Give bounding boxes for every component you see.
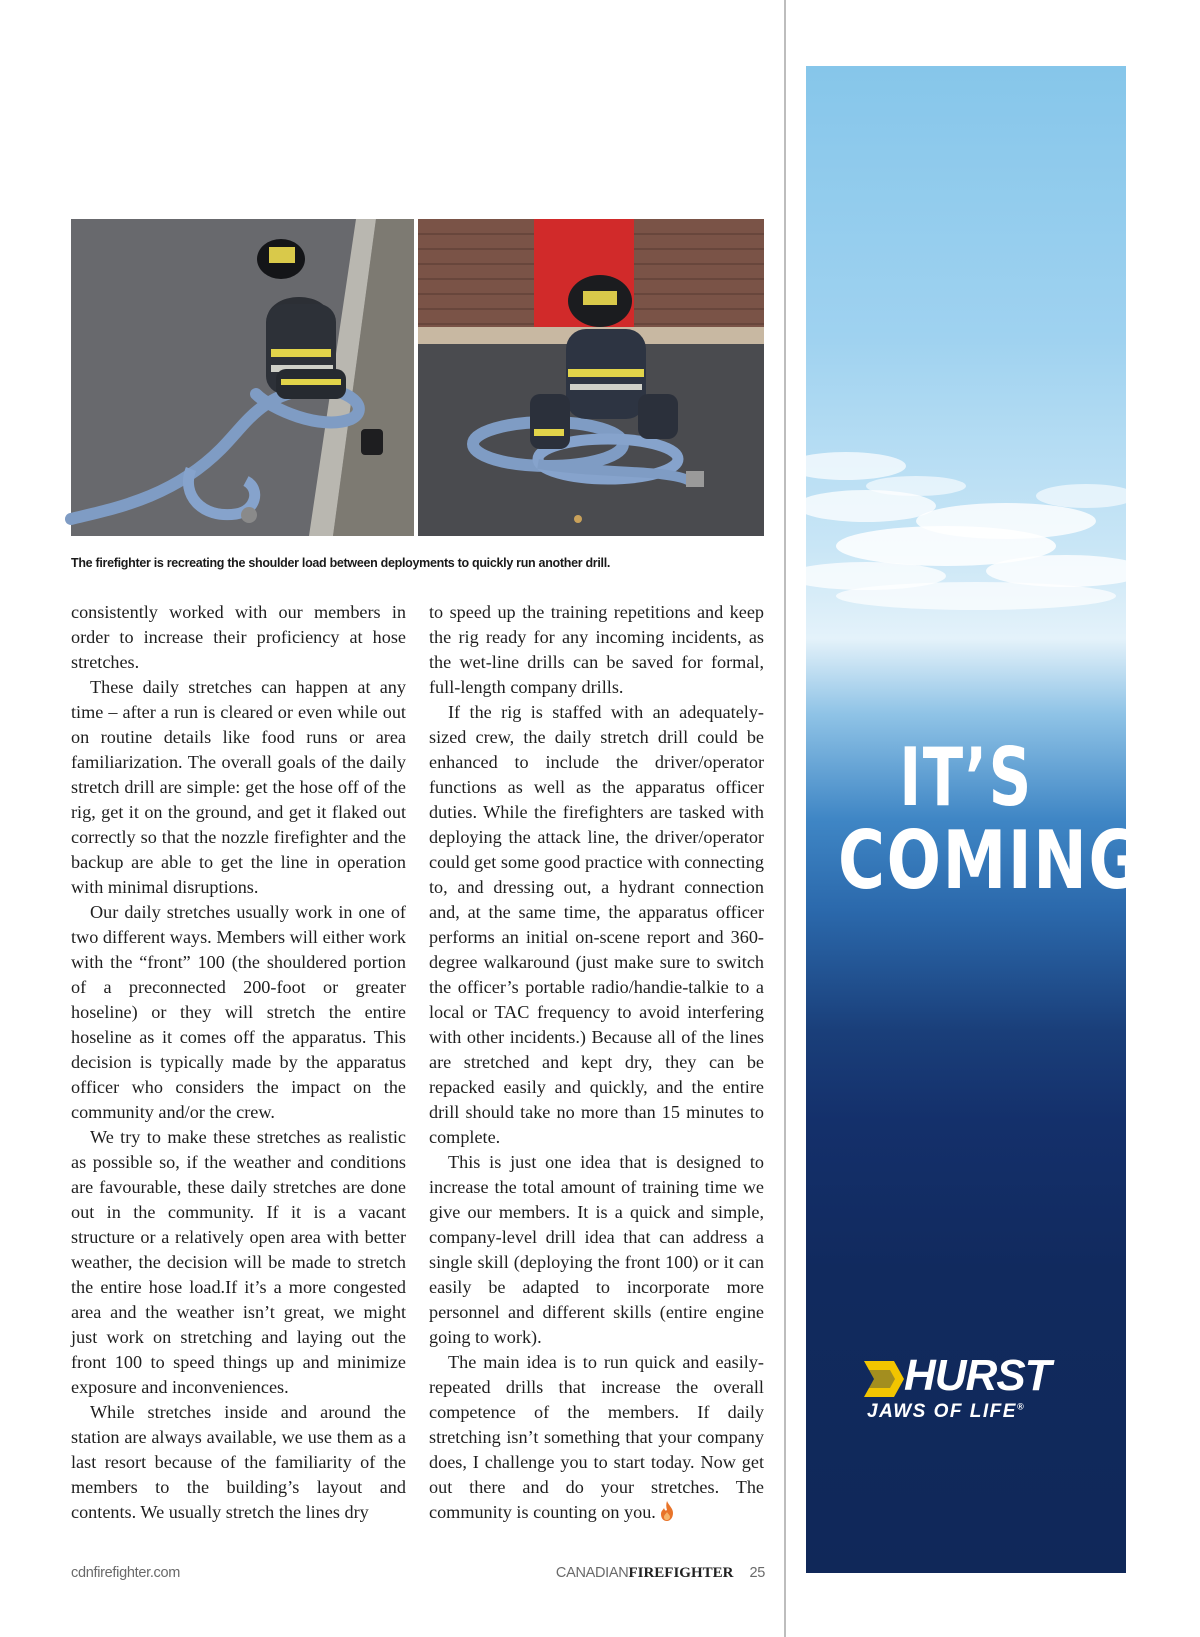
paragraph: Our daily stretches usually work in one of two different ways. Members will either work with the “front” 100 (the shouldered portion of a preconnected 200-foot or greater hoseline) or they will stretch the entire hoseline as it comes off the apparatus. This decision is typically made by the apparatus officer who considers the impact on the community and/or the crew. xyxy=(71,902,406,1122)
photo-firefighter-flaking-hose xyxy=(418,219,764,536)
footer-magazine-bold: FIREFIGHTER xyxy=(628,1565,734,1581)
hurst-advertisement xyxy=(806,66,1169,1573)
photo-caption: The firefighter is recreating the shoulder load between deployments to quickly run another drill. xyxy=(71,556,611,570)
paragraph-final-text: The main idea is to run quick and easily-repeated drills that increase the overall competence of the members. If daily stretching isn’t something that your company does, I challenge you to start today. Now get out there and do your stretches. The community is counting on you. xyxy=(429,1352,764,1522)
page-number: 25 xyxy=(749,1565,765,1581)
paragraph: This is just one idea that is designed to increase the total amount of training time we give our members. It is a quick and simple, company-level drill idea that can address a single skill (deploying the front 100) or it can easily be adapted to incorporate more personnel and different skills (entire engine going to work). xyxy=(429,1152,764,1347)
footer-magazine xyxy=(556,1565,765,1582)
article-column-left xyxy=(71,600,406,1525)
article-column-right xyxy=(429,600,764,1525)
hurst-tagline xyxy=(867,1401,1025,1423)
footer-magazine-light: CANADIAN xyxy=(555,1565,629,1581)
flame-icon xyxy=(660,1501,674,1521)
photo-firefighter-kneeling-curb xyxy=(71,219,414,536)
paragraph: to speed up the training repetitions and keep the rig ready for any incoming incidents, as the wet-line drills can be saved for formal, full-length company drills. xyxy=(429,602,764,697)
hurst-tagline-text: JAWS OF LIFE xyxy=(867,1401,1017,1422)
paragraph: These daily stretches can happen at any time – after a run is cleared or even while out on routine details like food runs or area familiarization. The overall goals of the daily stretch drill are simple: get the hose off of the rig, get it on the ground, and get it flaked out correctly so that the nozzle firefighter and the backup are able to get the line in operation with minimal disruptions. xyxy=(71,677,406,897)
page-gutter-divider xyxy=(784,0,786,1637)
registered-mark: ® xyxy=(1016,1401,1026,1412)
paragraph-final xyxy=(429,1350,764,1525)
paragraph: We try to make these stretches as realistic as possible so, if the weather and conditions are favourable, these daily stretches are done out in the community. If it is a vacant structure or a relatively open area with better weather, the decision will be made to stretch the entire hose load.If it’s a more congested area and the weather isn’t great, we might just work on stretching and laying out the front 100 to speed things up and minimize exposure and inconveniences. xyxy=(71,1127,406,1397)
footer-website: cdnfirefighter.com xyxy=(71,1565,181,1581)
ad-headline-coming: COMING. xyxy=(838,814,1169,907)
hurst-wordmark: HURST xyxy=(904,1351,1051,1400)
hurst-logo xyxy=(864,1351,1074,1422)
ad-headline-its: IT’S xyxy=(899,731,1033,824)
paragraph: consistently worked with our members in order to increase their proficiency at hose stretches. xyxy=(71,602,406,672)
hurst-chevron-icon xyxy=(864,1361,906,1397)
paragraph: If the rig is staffed with an adequately-sized crew, the daily stretch drill could be enhanced to include the driver/operator functions as well as the apparatus officer duties. While the firefighters are tasked with deploying the attack line, the driver/operator could get some good practice with connecting to, and dressing out, a hydrant connection and, at the same time, the apparatus officer performs an initial on-scene report and 360-degree walkaround (just make sure to switch the officer’s portable radio/handie-talkie to a local or TAC frequency to avoid interfering with other incidents.) Because all of the lines are stretched and kept dry, they can be repacked easily and quickly, and the entire drill should take no more than 15 minutes to complete. xyxy=(429,702,764,1147)
paragraph: While stretches inside and around the station are always available, we use them as a last resort because of the familiarity of the members to the building’s layout and contents. We usually stretch the lines dry xyxy=(71,1402,406,1522)
